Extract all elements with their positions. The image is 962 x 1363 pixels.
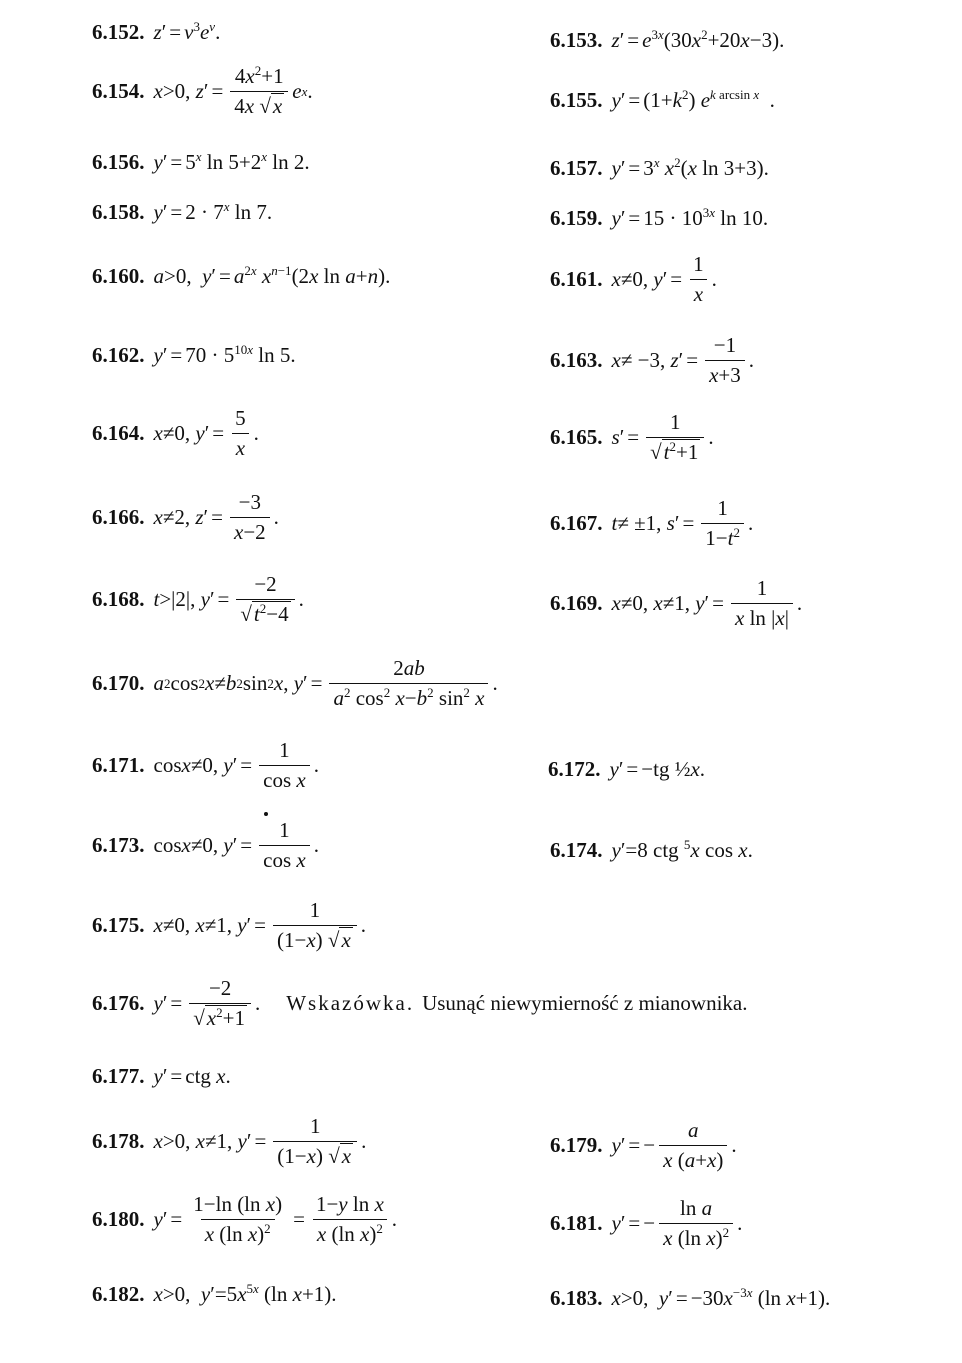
answer-6-153	[550, 28, 784, 53]
answer-number: 6.161.	[550, 267, 603, 292]
answer-number: 6.177.	[92, 1064, 145, 1088]
answer-6-182	[92, 1282, 337, 1307]
formula: y ′ = $\frac{\text{1−ln (ln x)}}{x (\ln x)^2}$ = $\frac{\text{1−y ln x}}{x (\ln x)^2}$ .	[153, 1192, 398, 1247]
answer-6-157	[550, 156, 769, 181]
answer-6-162	[92, 343, 296, 368]
answer-6-163	[550, 333, 754, 388]
formula: y ′ = − $\frac{\text{ln a}}{x (\ln x)^2}$ .	[611, 1196, 743, 1251]
formula: $y' = 15 \cdot 10^{3x}$ ln 10.	[611, 205, 769, 230]
formula: t ≠ ±1, s ′ = $\frac{1}{1-t^2}$ .	[611, 496, 754, 551]
formula: x >0, x ≠1, y ′ = $\frac{1}{(1-x) √x}$ .	[153, 1114, 367, 1169]
answer-6-171	[92, 738, 319, 793]
formula: a>0, $y' = a^{2x}$ $x^{n-1}(2x$ ln a+n).	[153, 263, 391, 288]
answer-number: 6.156.	[92, 150, 145, 174]
answer-6-152	[92, 20, 220, 45]
answer-number: 6.155.	[550, 88, 603, 112]
answer-number: 6.167.	[550, 511, 603, 536]
answer-6-179	[550, 1118, 737, 1173]
hint-text: Usunąć niewymierność z mianownika.	[422, 991, 748, 1016]
answer-6-181	[550, 1196, 742, 1251]
answer-6-170	[92, 656, 498, 711]
answer-number: 6.157.	[550, 156, 603, 180]
answer-number: 6.178.	[92, 1129, 145, 1154]
formula: x>0, $y'=5x^{5x}$ (ln x+1).	[153, 1281, 337, 1306]
formula: t >|2|, y ′ = $\frac{-2}{√t^2-4}$ .	[153, 572, 304, 627]
hint-label: Wskazówka.	[286, 991, 415, 1016]
formula: x ≠0, y ′ = $\frac{5}{x}$ .	[153, 406, 259, 461]
answer-number: 6.182.	[92, 1282, 145, 1306]
formula: x>0, $y' = -30x^{-3x}$ (ln x+1).	[611, 1285, 831, 1310]
answer-number: 6.172.	[548, 757, 601, 781]
answer-number: 6.171.	[92, 753, 145, 778]
answer-number: 6.164.	[92, 421, 145, 446]
answer-number: 6.152.	[92, 20, 145, 44]
answer-number: 6.159.	[550, 206, 603, 230]
answer-6-175	[92, 898, 366, 953]
formula: $y' = 70 \cdot 5^{10x}$ ln 5.	[153, 342, 296, 367]
answer-6-158	[92, 200, 272, 225]
answer-number: 6.179.	[550, 1133, 603, 1158]
formula: s ′ = $\frac{1}{√t^2+1}$ .	[611, 410, 714, 465]
formula: $y' = 5^x$ $\ln 5+2^x$ ln 2.	[153, 149, 310, 174]
answer-number: 6.166.	[92, 505, 145, 530]
answer-number: 6.181.	[550, 1211, 603, 1236]
answer-6-166	[92, 490, 279, 545]
formula: $y' = 2 \cdot 7^x$ ln 7.	[153, 199, 273, 224]
answer-6-156	[92, 150, 310, 175]
formula: a 2 cos 2 x ≠ b 2 sin 2 x , y ′ = $\frac{2ab}{a^2 \cos^2 x-b^2 \sin^2 x}$ .	[153, 656, 498, 711]
stray-dot	[264, 812, 268, 816]
answer-number: 6.165.	[550, 425, 603, 450]
formula: y′ = −tg ½x.	[609, 757, 706, 781]
answer-number: 6.153.	[550, 28, 603, 52]
answer-6-154	[92, 64, 313, 119]
answer-6-173	[92, 818, 319, 873]
formula: x ≠0, y ′ = $\frac{1}{x}$ .	[611, 252, 717, 307]
answer-6-161	[550, 252, 717, 307]
formula: x ≠0, x ≠1, y ′ = $\frac{1}{\text{x ln |x|}}$ .	[611, 576, 803, 631]
answer-number: 6.154.	[92, 79, 145, 104]
answer-6-165	[550, 410, 714, 465]
formula: x ≠2, z ′ = $\frac{-3}{x-2}$ .	[153, 490, 279, 545]
answer-6-169	[550, 576, 802, 631]
formula: $z' = v^3e^v$.	[153, 19, 221, 44]
answer-6-167	[550, 496, 753, 551]
answer-number: 6.175.	[92, 913, 145, 938]
answer-6-155	[550, 88, 775, 113]
formula: $y' = 3^x$ $x^2(x$ ln 3+3).	[611, 155, 769, 180]
answer-6-177	[92, 1064, 231, 1089]
answer-6-183	[550, 1286, 830, 1311]
answer-6-160	[92, 264, 390, 289]
answer-number: 6.163.	[550, 348, 603, 373]
answer-number: 6.170.	[92, 671, 145, 696]
formula: x ≠0, x ≠1, y ′ = $\frac{1}{(1-x) √x}$ .	[153, 898, 367, 953]
answer-number: 6.183.	[550, 1286, 603, 1310]
answer-number: 6.169.	[550, 591, 603, 616]
answer-6-180	[92, 1192, 397, 1247]
answer-6-164	[92, 406, 259, 461]
answer-number: 6.158.	[92, 200, 145, 224]
answer-6-172	[548, 757, 705, 782]
formula: $y' = (1+k^2)$ $e^{k arcsin x}$ .	[611, 87, 775, 112]
answer-number: 6.180.	[92, 1207, 145, 1232]
answer-number: 6.168.	[92, 587, 145, 612]
formula: x >0, z ′ = $\frac{4x^2+1}{4x √x}$ e x .	[153, 63, 313, 119]
formula: y ′ = $\frac{-2}{√x^2+1}$ .	[153, 976, 261, 1031]
answer-6-178	[92, 1114, 366, 1169]
answer-number: 6.174.	[550, 838, 603, 862]
formula: x ≠ −3, z ′ = $\frac{-1}{x+3}$ .	[611, 333, 754, 388]
formula: y ′ = − $\frac{a}{x (a+x)}$ .	[611, 1118, 737, 1173]
formula: cos x ≠0, y ′ = $\frac{1}{\text{cos x}}$ .	[153, 738, 319, 793]
formula: y′ = ctg x.	[153, 1064, 231, 1088]
answer-6-176	[92, 976, 748, 1031]
formula: y′=8 ctg $^5$x cos x.	[611, 837, 753, 862]
answer-number: 6.162.	[92, 343, 145, 367]
answer-number: 6.160.	[92, 264, 145, 288]
answer-number: 6.173.	[92, 833, 145, 858]
answer-number: 6.176.	[92, 991, 145, 1016]
formula: cos x ≠0, y ′ = $\frac{1}{\text{cos x}}$ .	[153, 818, 319, 873]
answer-6-159	[550, 206, 768, 231]
answer-6-174	[550, 838, 753, 863]
answer-6-168	[92, 572, 304, 627]
formula: $z' = e^{3x}(30x^2+20x-3)$.	[611, 27, 785, 52]
